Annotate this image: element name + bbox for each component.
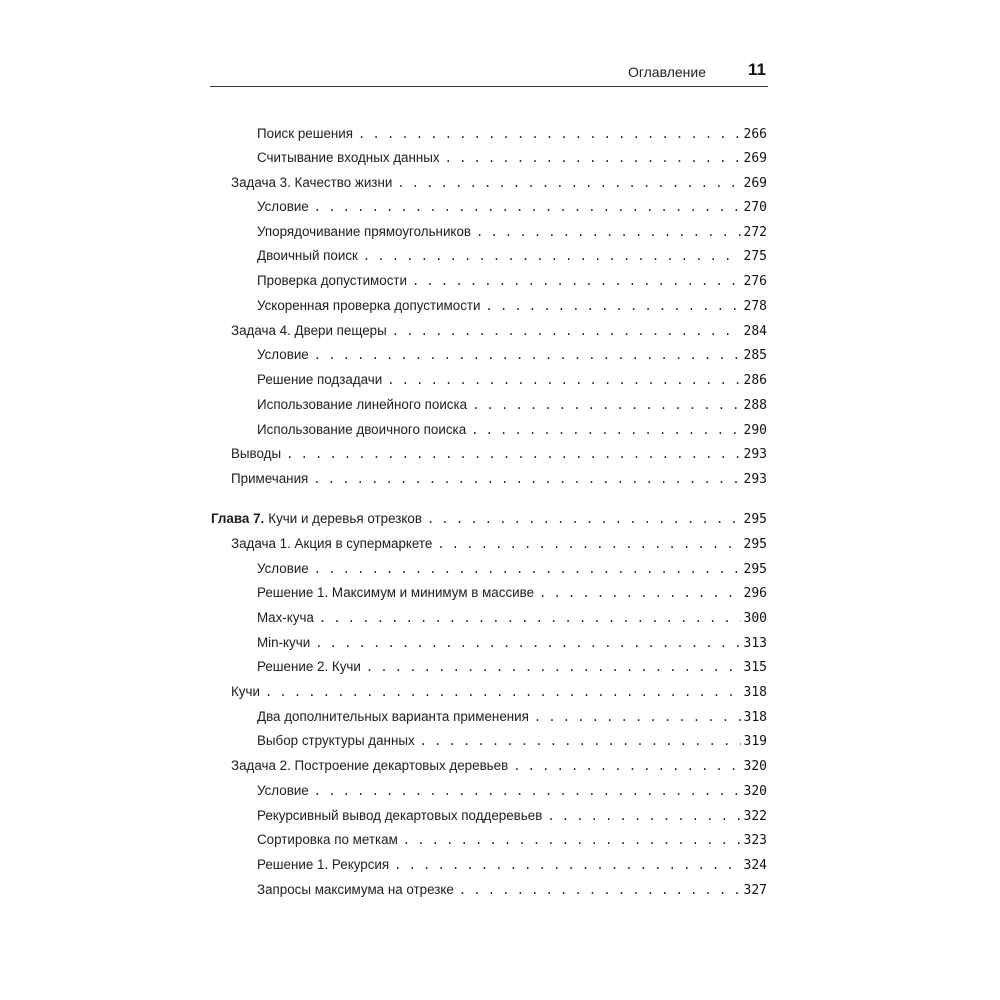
toc-page-number: 293 xyxy=(743,472,767,487)
toc-entry-title xyxy=(257,148,440,168)
toc-entry-title xyxy=(257,583,534,603)
toc-page-number: 269 xyxy=(743,151,767,166)
toc-entry-title xyxy=(257,296,481,316)
toc-page-number: 275 xyxy=(743,249,767,264)
toc-entry-title xyxy=(257,806,542,826)
toc-subsection-entry xyxy=(257,880,767,900)
toc-entry-title xyxy=(257,222,471,242)
toc-subsection-entry xyxy=(257,148,767,168)
toc-page-number: 278 xyxy=(743,299,767,314)
dot-leader xyxy=(412,271,740,291)
toc-subsection-entry xyxy=(257,707,767,727)
toc-entry-title xyxy=(257,370,382,390)
toc-entry-label: Условие xyxy=(257,199,309,214)
toc-entry-label: Проверка допустимости xyxy=(257,273,408,288)
page-number: 11 xyxy=(748,60,766,79)
toc-entry-title xyxy=(257,657,361,677)
toc-subsection-entry xyxy=(257,124,767,144)
toc-entry-label: Примечания xyxy=(231,471,309,486)
dot-leader xyxy=(319,608,741,628)
toc-subsection-entry xyxy=(257,246,767,266)
toc-page-number: 324 xyxy=(743,858,767,873)
toc-entry-label: Использование двоичного поиска xyxy=(257,422,467,437)
dot-leader xyxy=(394,855,740,875)
dot-leader xyxy=(387,370,740,390)
toc-entry-title xyxy=(257,345,309,365)
toc-subsection-entry xyxy=(257,608,767,628)
dot-leader xyxy=(397,173,740,193)
toc-subsection-entry xyxy=(257,197,767,217)
toc-entry-title xyxy=(257,395,467,415)
toc-page-number: 300 xyxy=(743,611,767,626)
toc-entry-label: Кучи и деревья отрезков xyxy=(268,511,422,526)
toc-entry-label: Задача 2. Построение декартовых деревьев xyxy=(231,758,509,773)
toc-chapter-number: Глава 7. xyxy=(211,511,265,526)
dot-leader xyxy=(314,345,741,365)
toc-subsection-entry xyxy=(257,731,767,751)
toc-entry-label: Использование линейного поиска xyxy=(257,397,468,412)
dot-leader xyxy=(314,197,741,217)
dot-leader xyxy=(420,731,741,751)
toc-subsection-entry xyxy=(257,559,767,579)
toc-entry-label: Решение 1. Максимум и минимум в массиве xyxy=(257,585,535,600)
toc-entry-label: Двоичный поиск xyxy=(257,248,358,263)
toc-subsection-entry xyxy=(257,806,767,826)
toc-page-number: 285 xyxy=(743,348,767,363)
toc-page-number: 323 xyxy=(743,833,767,848)
dot-leader xyxy=(486,296,741,316)
toc-page-number: 318 xyxy=(743,710,767,725)
running-header-title: Оглавление xyxy=(627,64,706,80)
toc-entry-title xyxy=(257,781,309,801)
toc-subsection-entry xyxy=(257,420,767,440)
dot-leader xyxy=(315,633,740,653)
toc-subsection-entry xyxy=(257,271,767,291)
dot-leader xyxy=(313,469,740,489)
dot-leader xyxy=(476,222,741,242)
toc-section-entry xyxy=(231,321,767,341)
dot-leader xyxy=(539,583,740,603)
dot-leader xyxy=(265,682,741,702)
toc-entry-title xyxy=(257,197,309,217)
toc-entry-title xyxy=(257,855,389,875)
toc-entry-title xyxy=(257,880,454,900)
toc-entry-label: Считывание входных данных xyxy=(257,150,440,165)
toc-entry-title xyxy=(257,731,415,751)
toc-subsection-entry xyxy=(257,633,767,653)
toc-page-number: 296 xyxy=(743,586,767,601)
toc-subsection-entry xyxy=(257,583,767,603)
toc-page-number: 327 xyxy=(743,883,767,898)
dot-leader xyxy=(459,880,741,900)
toc-section-entry xyxy=(231,756,767,776)
toc-page-number: 286 xyxy=(743,373,767,388)
toc-page-number: 322 xyxy=(743,809,767,824)
toc-page-number: 320 xyxy=(743,759,767,774)
dot-leader xyxy=(392,321,741,341)
toc-entry-title xyxy=(231,756,508,776)
dot-leader xyxy=(513,756,740,776)
toc-page-number: 313 xyxy=(743,636,767,651)
toc-page-number: 295 xyxy=(743,562,767,577)
toc-entry-label: Условие xyxy=(257,561,309,576)
toc-entry-title xyxy=(231,444,281,464)
toc-entry-label: Кучи xyxy=(231,684,260,699)
dot-leader xyxy=(445,148,741,168)
toc-entry-label: Max-куча xyxy=(257,610,314,625)
dot-leader xyxy=(427,509,741,529)
toc-entry-title xyxy=(257,124,353,144)
dot-leader xyxy=(472,395,740,415)
toc-entry-label: Два дополнительных варианта применения xyxy=(257,709,529,724)
toc-entry-title xyxy=(257,559,309,579)
toc-subsection-entry xyxy=(257,657,767,677)
toc-entry-title xyxy=(231,682,260,702)
toc-entry-title xyxy=(211,509,422,529)
toc-entry-label: Рекурсивный вывод декартовых поддеревьев xyxy=(257,808,543,823)
toc-subsection-entry xyxy=(257,345,767,365)
toc-subsection-entry xyxy=(257,395,767,415)
toc-section-entry xyxy=(231,534,767,554)
dot-leader xyxy=(314,559,741,579)
toc-page-number: 295 xyxy=(743,537,767,552)
dot-leader xyxy=(403,830,741,850)
dot-leader xyxy=(547,806,740,826)
toc-page-number: 319 xyxy=(743,734,767,749)
dot-leader xyxy=(286,444,740,464)
toc-entry-label: Запросы максимума на отрезке xyxy=(257,882,454,897)
toc-entry-label: Условие xyxy=(257,783,309,798)
toc-entry-label: Сортировка по меткам xyxy=(257,832,398,847)
toc-entry-title xyxy=(257,246,358,266)
toc-subsection-entry xyxy=(257,855,767,875)
toc-entry-label: Решение 1. Рекурсия xyxy=(257,857,390,872)
toc-subsection-entry xyxy=(257,830,767,850)
toc-entry-title xyxy=(231,469,308,489)
toc-page-number: 293 xyxy=(743,447,767,462)
toc-entry-title xyxy=(257,830,398,850)
toc-entry-label: Условие xyxy=(257,347,309,362)
toc-entry-title xyxy=(231,173,392,193)
toc-page-number: 290 xyxy=(743,423,767,438)
toc-entry-label: Решение подзадачи xyxy=(257,372,383,387)
dot-leader xyxy=(363,246,741,266)
toc-page-number: 269 xyxy=(743,176,767,191)
toc-page-number: 266 xyxy=(743,127,767,142)
toc-section-entry xyxy=(231,469,767,489)
toc-page-number: 276 xyxy=(743,274,767,289)
toc-page-number: 295 xyxy=(743,512,767,527)
toc-entry-label: Выбор структуры данных xyxy=(257,733,415,748)
toc-entry-title xyxy=(257,608,314,628)
toc-subsection-entry xyxy=(257,222,767,242)
toc-entry-label: Задача 3. Качество жизни xyxy=(231,175,393,190)
toc-entry-title xyxy=(257,420,466,440)
dot-leader xyxy=(471,420,740,440)
toc-entry-title xyxy=(257,707,529,727)
toc-entry-label: Поиск решения xyxy=(257,126,354,141)
toc-chapter-entry xyxy=(211,509,767,529)
toc-entry-label: Задача 1. Акция в супермаркете xyxy=(231,536,433,551)
toc-entry-title xyxy=(257,271,407,291)
toc-section-entry xyxy=(231,444,767,464)
toc-entry-label: Упорядочивание прямоугольников xyxy=(257,224,472,239)
dot-leader xyxy=(534,707,741,727)
toc-subsection-entry xyxy=(257,781,767,801)
toc-entry-label: Задача 4. Двери пещеры xyxy=(231,323,387,338)
toc-page-number: 288 xyxy=(743,398,767,413)
toc-subsection-entry xyxy=(257,370,767,390)
toc-page-number: 315 xyxy=(743,660,767,675)
toc-page-number: 320 xyxy=(743,784,767,799)
toc-section-entry xyxy=(231,682,767,702)
toc-page-number: 272 xyxy=(743,225,767,240)
toc-entry-label: Min-кучи xyxy=(257,635,311,650)
toc-page-number: 284 xyxy=(743,324,767,339)
toc-entry-title xyxy=(257,633,310,653)
toc-page-number: 270 xyxy=(743,200,767,215)
toc-entry-title xyxy=(231,534,432,554)
dot-leader xyxy=(437,534,740,554)
dot-leader xyxy=(366,657,741,677)
toc-entry-label: Решение 2. Кучи xyxy=(257,659,361,674)
dot-leader xyxy=(314,781,741,801)
toc-page-number: 318 xyxy=(743,685,767,700)
toc-subsection-entry xyxy=(257,296,767,316)
toc-entry-label: Ускоренная проверка допустимости xyxy=(257,298,481,313)
toc-section-entry xyxy=(231,173,767,193)
toc-entry-title xyxy=(231,321,387,341)
dot-leader xyxy=(358,124,740,144)
toc-entry-label: Выводы xyxy=(231,446,282,461)
